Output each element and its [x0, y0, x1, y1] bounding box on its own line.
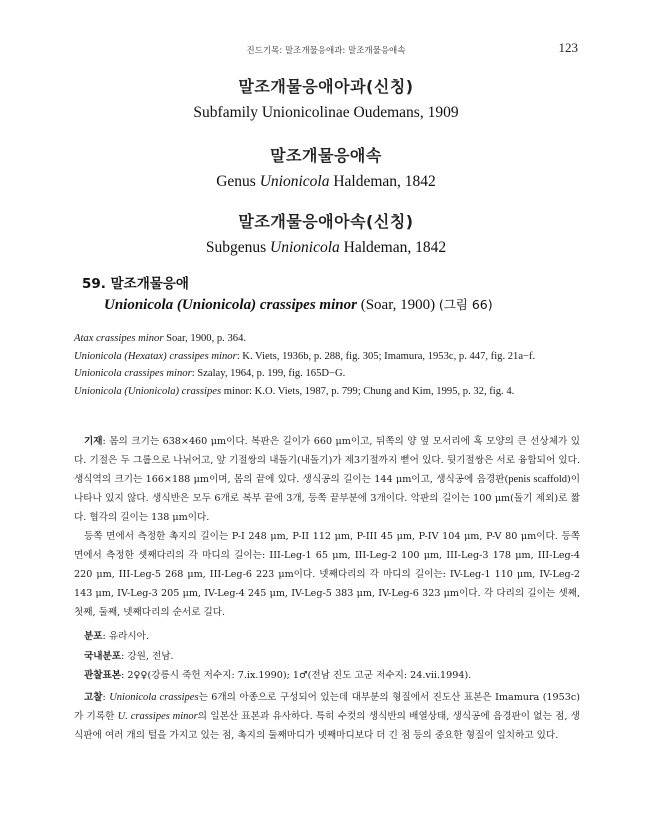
examined-material-line — [84, 666, 584, 686]
remarks-text: 의 일본산 표본과 유사하다. 특히 수컷의 생식반의 배열상태, 생식공에 음경판이 없는 점, 생식판에 여러 개의 털을 가지고 있는 점, 촉지의 둘째마디가 넷째마디보다 더 긴 점 등의 중요한 형질이 일치하고 있다. — [74, 711, 580, 741]
distribution-line — [84, 627, 584, 647]
description-section — [74, 432, 580, 622]
domestic-distribution-label: 국내분포 — [84, 650, 122, 662]
remarks-label: 고찰 — [84, 692, 103, 703]
remarks-species-name: Unionicola crassipes — [109, 692, 199, 703]
penis-scaffold-term: penis scaffold — [508, 474, 567, 485]
synonym-name: Unionicola crassipes minor — [74, 368, 192, 379]
subfamily-latin-name: Subfamily Unionicolinae Oudemans, 1909 — [193, 104, 459, 121]
subgenus-latin-name — [0, 237, 652, 259]
subgenus-author: Haldeman, 1842 — [339, 239, 447, 256]
remarks-species-name: U. crassipes minor — [117, 711, 198, 722]
remarks-paragraph — [74, 688, 580, 745]
remarks-section — [74, 688, 580, 745]
genus-author: Haldeman, 1842 — [329, 173, 436, 190]
subgenus-name: Unionicola — [270, 239, 340, 256]
figure-reference: (그림 66) — [438, 297, 493, 312]
remarks-colon: : — [102, 692, 110, 703]
remarks-text: 는 6개의 아종으로 구성되어 있는데 대부분의 형질에서 진도산 표본은 Imamura (1953c)가 기록한 — [74, 692, 580, 722]
description-text: )이 나타나 있지 않다. 생식반은 모두 6개로 복부 끝에 3개, 등쪽 끝부분에 3개이다. 악판의 길이는 100 μm(돌기 제외)로 짧다. 협각의 길이는 138 μm이다. — [74, 474, 581, 523]
synonym-list — [74, 330, 580, 400]
subgenus-prefix: Subgenus — [205, 239, 271, 256]
synonym-name: Unionicola (Hexatax) crassipes minor — [74, 350, 237, 362]
synonym-name: Unionicola (Unionicola) crassipes — [74, 385, 222, 397]
synonym-name: Atax crassipes minor — [74, 333, 164, 344]
running-header: 진드기목: 말조개물응애과: 말조개물응애속 — [246, 46, 406, 56]
domestic-distribution-line — [84, 647, 584, 667]
domestic-distribution-text: : 강원, 전남. — [121, 650, 174, 662]
description-text: : 몸의 크기는 638×460 μm이다. 복판은 길이가 660 μm이고, 뒤쪽의 양 옆 모서리에 혹 모양의 큰 선상체가 있다. 기절은 두 그룹으로 나뉘어고, 앞 기절쌍의 내돌기(내돌기)가 제3기절까지 뻗어 있다. 뒷기절쌍은 서로 융합되어 있다. 생식역의 크기는 166×188 μm이며, 몸의 끝에 있다. 생식공의 길이는 144 μm이고, 생식공에 음경판( — [74, 436, 580, 485]
genus-heading — [0, 145, 652, 193]
page-number: 123 — [558, 40, 578, 55]
subfamily-heading — [0, 76, 652, 124]
synonym-ref: Soar, 1900, p. 364. — [163, 333, 247, 344]
description-paragraph-1 — [74, 432, 580, 527]
examined-material-text: : 2♀♀(강릉시 죽헌 저수지: 7.ix.1990); 1♂(전남 진도 고군 저수지: 24.vii.1994). — [121, 670, 472, 681]
genus-latin-name — [0, 171, 652, 193]
genus-name: Unionicola — [259, 173, 330, 190]
subgenus-heading — [0, 211, 652, 259]
species-author: (Soar, 1900) — [356, 297, 439, 313]
genus-prefix: Genus — [216, 173, 260, 190]
synonym-ref: minor: K.O. Viets, 1987, p. 799; Chung and Kim, 1995, p. 32, fig. 4. — [221, 385, 515, 397]
description-paragraph-2: 등쪽 면에서 측정한 촉지의 길이는 P-I 248 μm, P-II 112 μm, P-III 45 μm, P-IV 104 μm, P-V 80 μm이다. 등쪽 면에서 측정한 셋째다리의 각 마디의 길이는: III-Leg-1 65 μm, III-Leg-2 100 μm, III-Leg-3 178 μm, III-Leg-4 220 μm, III-Leg-5 268 μm, III-Leg-6 223 μm이다. 넷째다리의 각 마디의 길이는: IV-Leg-1 110 μm, IV-Leg-2 143 μm, IV-Leg-3 205 μm, IV-Leg-4 245 μm, IV-Leg-5 383 μm, IV-Leg-6 323 μm이다. 각 다리의 길이는 셋째, 첫째, 둘째, 넷째다리의 순서로 길다. — [74, 531, 580, 618]
distribution-text: : 유라시아. — [102, 631, 149, 642]
species-latin-line — [82, 294, 582, 316]
synonym-ref: : K. Viets, 1936b, p. 288, fig. 305; Imamura, 1953c, p. 447, fig. 21a−f. — [236, 350, 536, 362]
species-heading — [82, 274, 582, 316]
distribution-section — [84, 627, 584, 686]
examined-material-label: 관찰표본 — [84, 670, 122, 681]
species-latin-name: Unionicola (Unionicola) crassipes minor — [104, 297, 357, 313]
subfamily-korean-name: 말조개물응애아과(신칭) — [238, 77, 414, 96]
synonym-entry — [74, 383, 580, 401]
genus-korean-name: 말조개물응애속 — [270, 146, 382, 165]
synonym-entry — [74, 330, 580, 348]
species-number-korean: 59. 말조개물응애 — [82, 276, 189, 292]
synonym-entry — [74, 365, 580, 383]
synonym-entry — [74, 348, 580, 366]
distribution-label: 분포 — [84, 631, 103, 642]
subgenus-korean-name: 말조개물응애아속(신칭) — [238, 212, 414, 231]
description-label: 기재 — [84, 436, 103, 447]
synonym-ref: : Szalay, 1964, p. 199, fig. 165D−G. — [191, 368, 346, 379]
